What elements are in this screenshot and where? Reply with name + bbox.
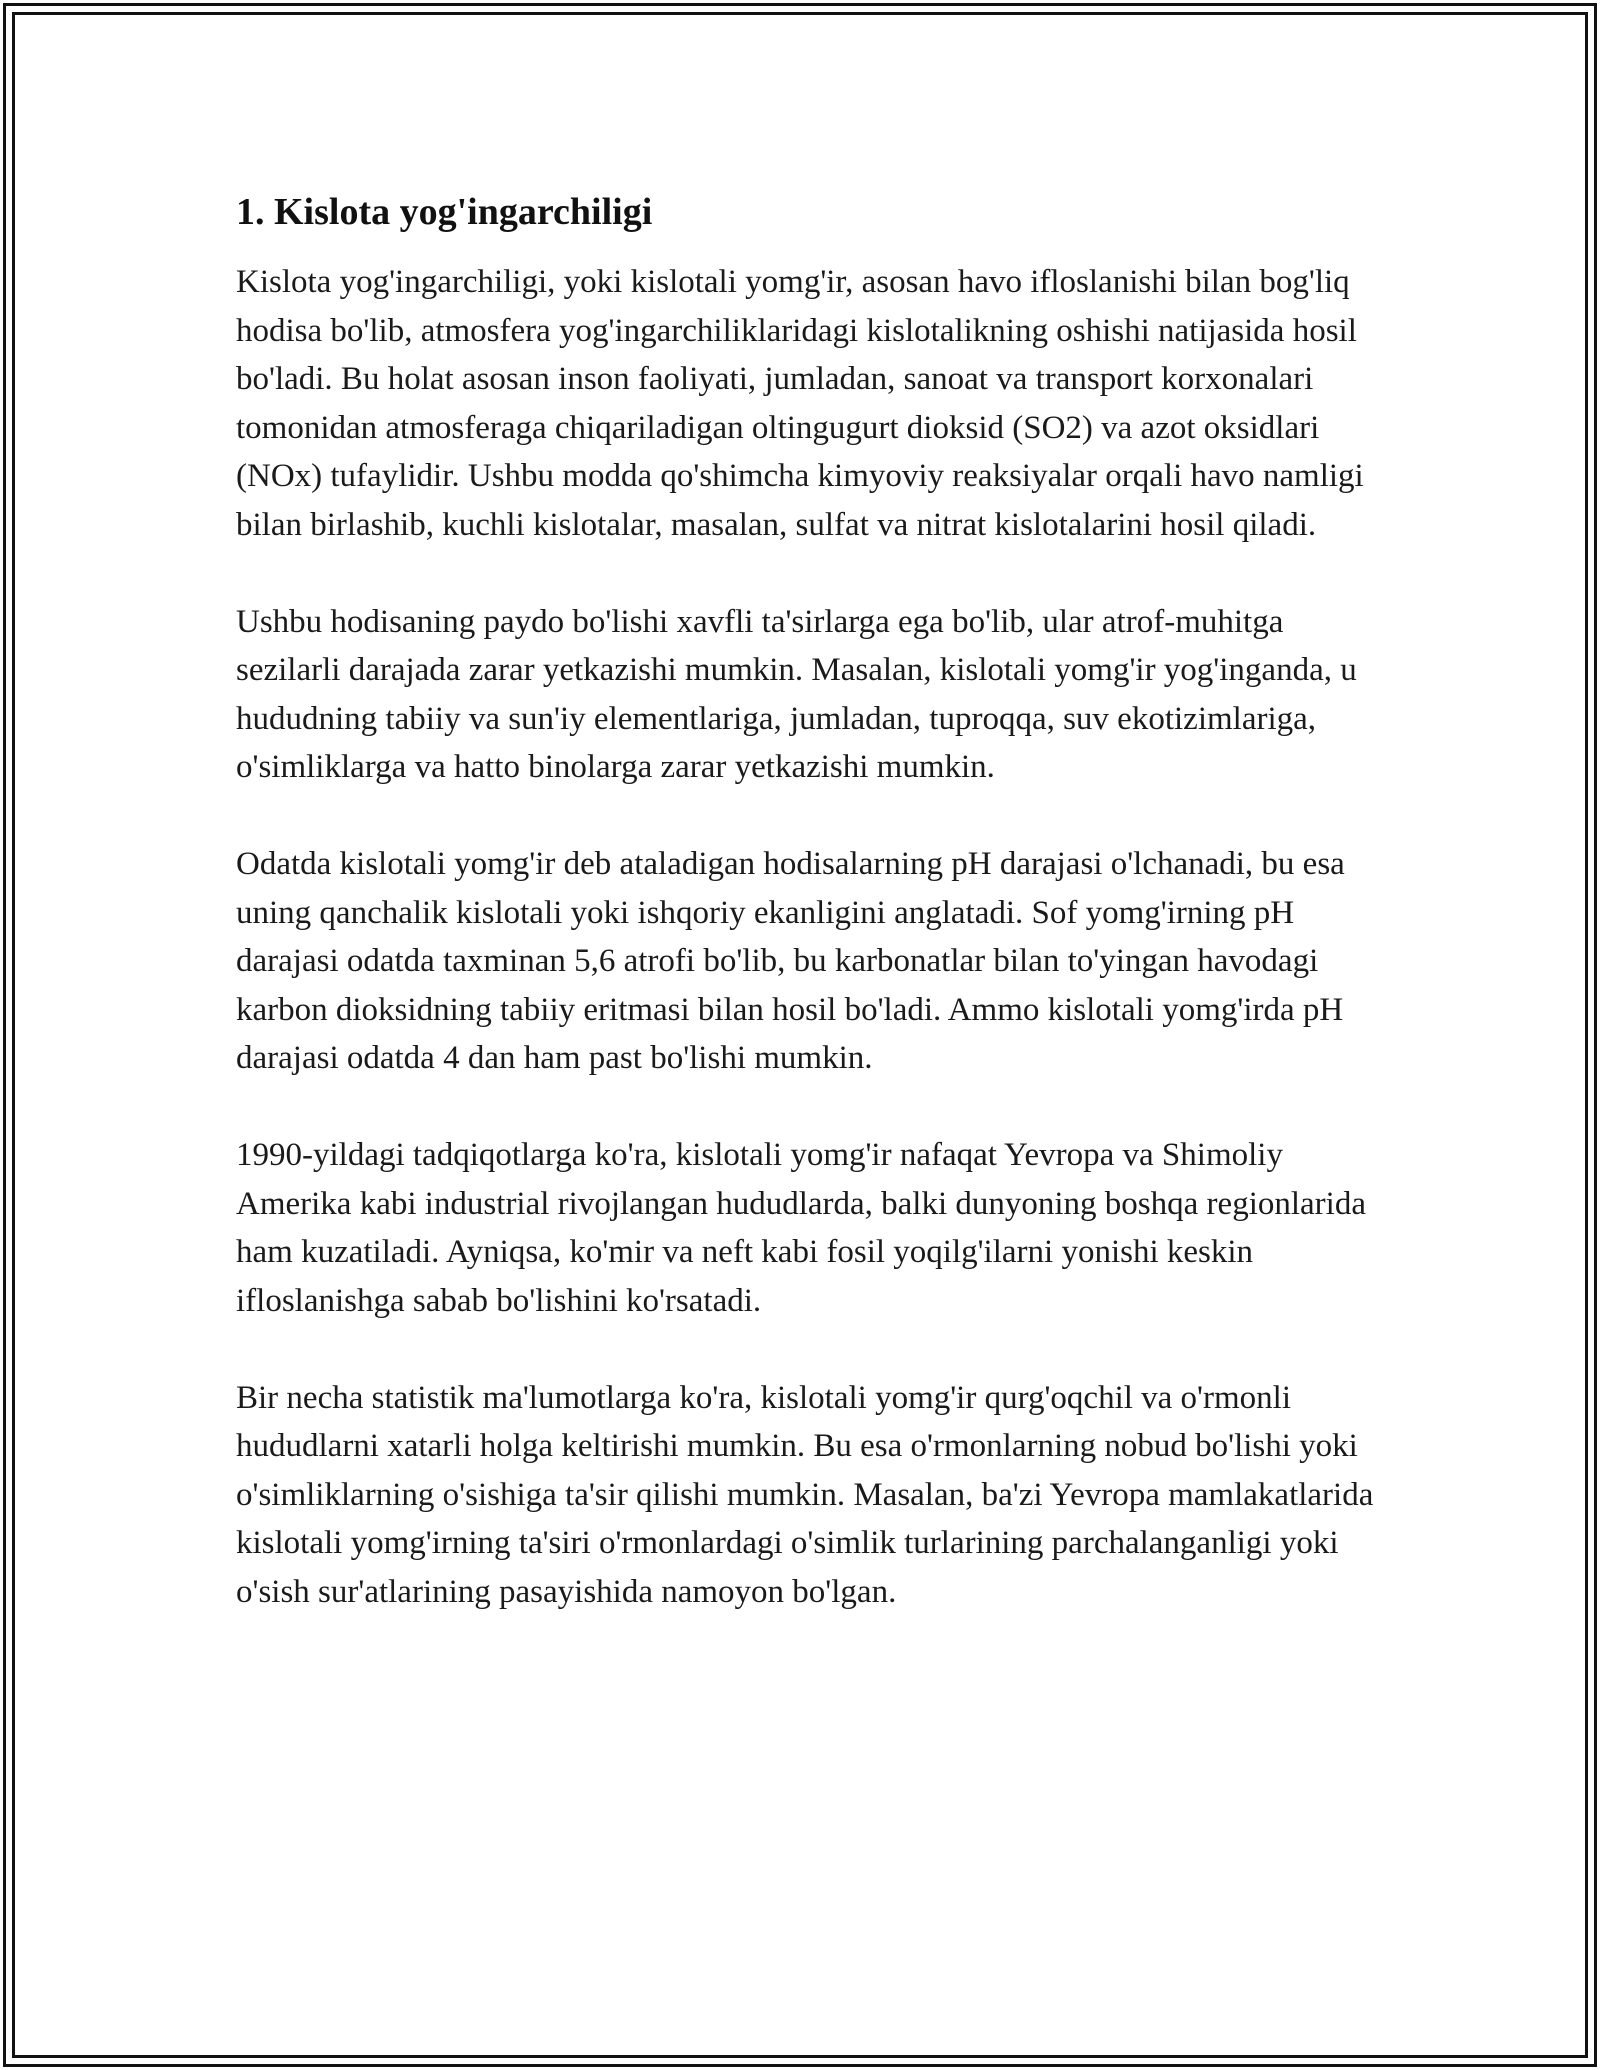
paragraph-1: Kislota yog'ingarchiligi, yoki kislotali yomg'ir, asosan havo ifloslanishi bilan bog'liq hodisa bo'lib, atmosfera yog'ingarchiliklaridagi kislotalikning oshishi natijasida hosil bo'ladi. Bu holat asosan inson faoliyati, jumladan, sanoat va transport korxonalari tomonidan atmosferaga chiqariladigan oltingugurt dioksid (SO2) va azot oksidlari (NOx) tufaylidir. Ushbu modda qo'shimcha kimyoviy reaksiyalar orqali havo namligi bilan birlashib, kuchli kislotalar, masalan, sulfat va nitrat kislotalarini hosil qiladi. xyxy=(236,264,1364,543)
paragraph-4: 1990-yildagi tadqiqotlarga ko'ra, kislotali yomg'ir nafaqat Yevropa va Shimoliy Amerika kabi industrial rivojlangan hududlarda, balki dunyoning boshqa regionlarida ham kuzatiladi. Ayniqsa, ko'mir va neft kabi fosil yoqilg'ilarni yonishi keskin ifloslanishga sabab bo'lishini ko'rsatadi. xyxy=(236,1137,1366,1319)
paragraph-5: Bir necha statistik ma'lumotlarga ko'ra, kislotali yomg'ir qurg'oqchil va o'rmonli hududlarni xatarli holga keltirishi mumkin. Bu esa o'rmonlarning nobud bo'lishi yoki o'simliklarning o'sishiga ta'sir qilishi mumkin. Masalan, ba'zi Yevropa mamlakatlarida kislotali yomg'irning ta'siri o'rmonlardagi o'simlik turlarining parchalanganligi yoki o'sish sur'atlarining pasayishida namoyon bo'lgan. xyxy=(236,1379,1374,1610)
paragraph-2: Ushbu hodisaning paydo bo'lishi xavfli ta'sirlarga ega bo'lib, ular atrof-muhitga sezilarli darajada zarar yetkazishi mumkin. Masalan, kislotali yomg'ir yog'inganda, u hududning tabiiy va sun'iy elementlariga, jumladan, tuproqqa, suv ekotizimlariga, o'simliklarga va hatto binolarga zarar yetkazishi mumkin. xyxy=(236,603,1357,785)
paragraph-3: Odatda kislotali yomg'ir deb ataladigan hodisalarning pH darajasi o'lchanadi, bu esa uning qanchalik kislotali yoki ishqoriy ekanligini anglatadi. Sof yomg'irning pH darajasi odatda taxminan 5,6 atrofi bo'lib, bu karbonatlar bilan to'yingan havodagi karbon dioksidning tabiiy eritmasi bilan hosil bo'ladi. Ammo kislotali yomg'irda pH darajasi odatda 4 dan ham past bo'lishi mumkin. xyxy=(236,846,1345,1076)
page-title: 1. Kislota yog'ingarchiligi xyxy=(236,191,653,233)
document-body xyxy=(236,188,1386,1665)
